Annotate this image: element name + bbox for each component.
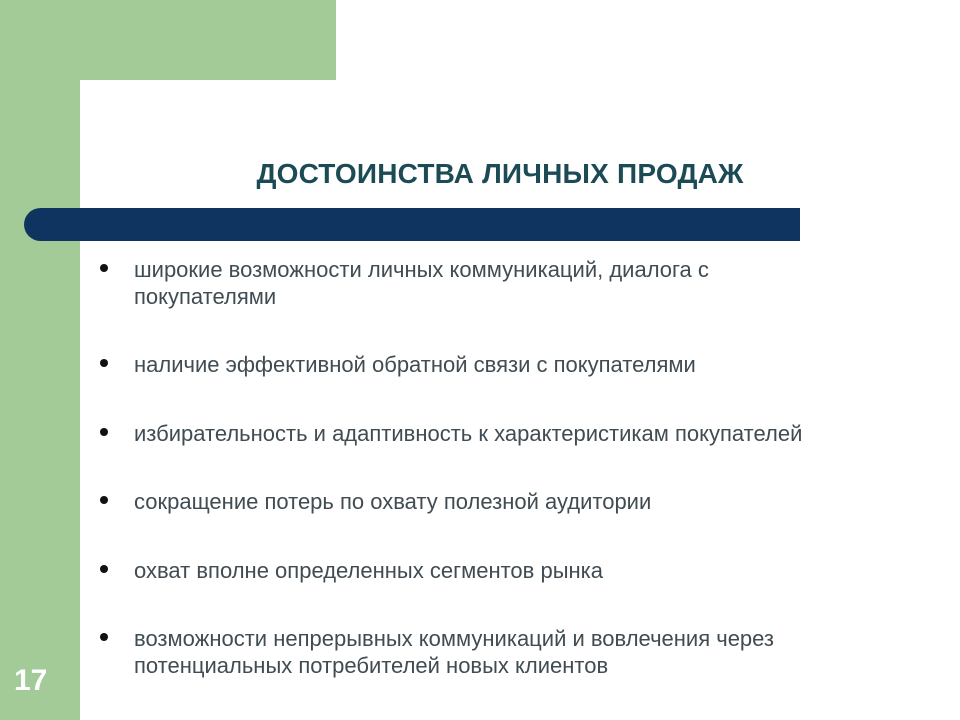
title-underline-bar <box>24 208 800 241</box>
bullet-dot-icon <box>100 359 108 367</box>
bullet-text: охват вполне определенных сегментов рынка <box>134 558 604 583</box>
decorative-green-band-left <box>0 0 80 720</box>
bullet-text: избирательность и адаптивность к характеристикам покупателей <box>134 421 803 446</box>
slide-title: ДОСТОИНСТВА ЛИЧНЫХ ПРОДАЖ <box>256 158 744 189</box>
bullet-text: наличие эффективной обратной связи с покупателями <box>134 352 696 377</box>
bullet-text: широкие возможности личных коммуникаций, диалога с покупателями <box>134 257 709 309</box>
bullet-dot-icon <box>100 633 108 641</box>
bullet-dot-icon <box>100 264 108 272</box>
bullet-text: возможности непрерывных коммуникаций и вовлечения через потенциальных потребителей новых клиентов <box>134 626 774 678</box>
slide-number: 17 <box>14 664 48 697</box>
bullet-dot-icon <box>100 565 108 573</box>
bullet-dot-icon <box>100 428 108 436</box>
bullet-dot-icon <box>100 496 108 504</box>
bullet-text: сокращение потерь по охвату полезной аудитории <box>134 489 652 514</box>
